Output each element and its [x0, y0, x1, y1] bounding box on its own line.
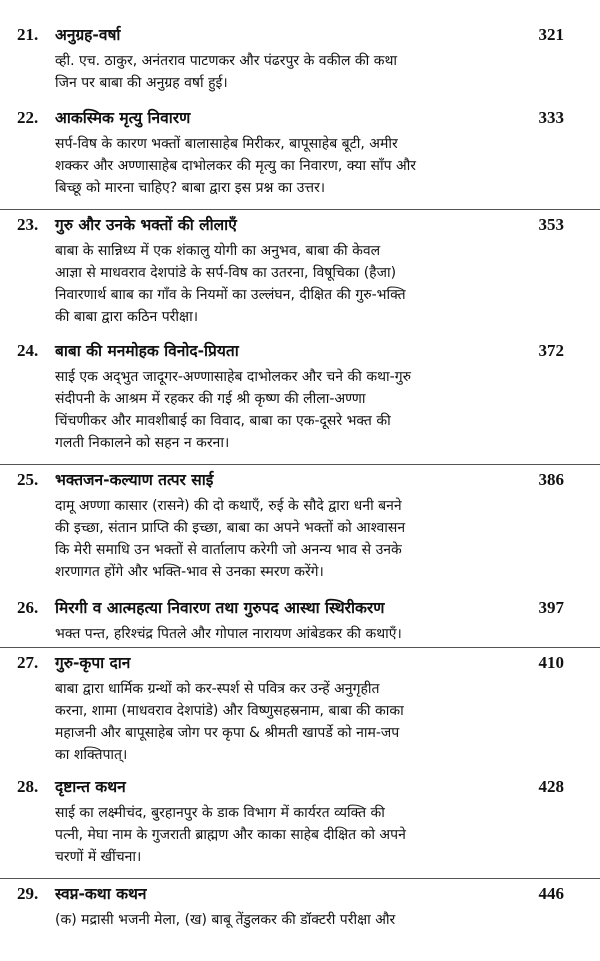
entry-page: 446: [538, 884, 564, 903]
toc-entry-27: [0, 647, 600, 772]
entry-number: 29.: [17, 884, 39, 903]
entry-title: मिरगी व आत्महत्या निवारण तथा गुरुपद आस्था स्थिरीकरण: [55, 599, 385, 617]
entry-description: भक्त पन्त, हरिश्चंद्र पितले और गोपाल नारायण आंबेडकर की कथाएँ।: [55, 626, 402, 642]
entry-page: 428: [538, 777, 564, 796]
entry-number: 21.: [17, 25, 39, 44]
entry-description: (क) मद्रासी भजनी मेला, (ख) बाबू तेंडुलकर की डॉक्टरी परीक्षा और: [55, 912, 396, 928]
entry-number: 24.: [17, 341, 39, 360]
toc-entry-29: [0, 878, 600, 939]
entry-description: साई का लक्ष्मीचंद, बुरहानपुर के डाक विभाग में कार्यरत व्यक्ति की पत्नी, मेघा नाम के गुजराती ब्राह्मण और काका साहेब दीक्षित को अपने चरणों में खींचना।: [55, 805, 406, 865]
entry-page: 410: [538, 653, 564, 672]
entry-title: भक्तजन-कल्याण तत्पर साई: [55, 471, 214, 489]
toc-entry-28: [0, 772, 600, 878]
toc-entry-21: [0, 20, 600, 103]
entry-title: स्वप्न-कथा कथन: [55, 885, 147, 903]
entry-number: 28.: [17, 777, 39, 796]
entry-description: बाबा के सान्निध्य में एक शंकालु योगी का अनुभव, बाबा की केवल आज्ञा से माधवराव देशपांडे के सर्प-विष का उतरना, विषूचिका (हैजा) निवारणार्थ बााब का गाँव के नियमों का उल्लंघन, दीक्षित की गुरु-भक्ति की बाबा द्वारा कठिन परीक्षा।: [55, 243, 406, 325]
toc-entry-25: [0, 464, 600, 593]
entry-title: गुरु-कृपा दान: [55, 654, 131, 672]
entry-page: 321: [538, 25, 564, 44]
entry-number: 27.: [17, 653, 39, 672]
entry-page: 333: [538, 108, 564, 127]
entry-page: 397: [538, 598, 564, 617]
toc-entry-24: [0, 336, 600, 464]
toc-entry-26: [0, 593, 600, 647]
toc-entry-23: [0, 209, 600, 336]
entry-title: बाबा की मनमोहक विनोद-प्रियता: [55, 342, 239, 360]
entry-title: गुरु और उनके भक्तों की लीलाएँ: [55, 216, 237, 234]
entry-description: व्ही. एच. ठाकुर, अनंतराव पाटणकर और पंढरपुर के वकील की कथा जिन पर बाबा की अनुग्रह वर्षा हुई।: [55, 53, 398, 91]
entry-number: 25.: [17, 470, 39, 489]
entry-title: आकस्मिक मृत्यु निवारण: [55, 109, 191, 127]
entry-description: दामू अण्णा कासार (रासने) की दो कथाएँ, रुई के सौदे द्वारा धनी बनने की इच्छा, संतान प्राप्ति की इच्छा, बाबा का अपने भक्तों को आश्वासन कि मेरी समाधि उन भक्तों से वार्तालाप करेगी जो अनन्य भाव से उनके शरणागत होंगे और भक्ति-भाव से उनका स्मरण करेंगे।: [55, 498, 406, 580]
entry-description: सर्प-विष के कारण भक्तों बालासाहेब मिरीकर, बापूसाहेब बूटी, अमीर शक्कर और अण्णासाहेब दाभोलकर की मृत्यु का निवारण, क्या साँप और बिच्छू को मारना चाहिए? बाबा द्वारा इस प्रश्न का उत्तर।: [55, 136, 417, 196]
entry-title: दृष्टान्त कथन: [55, 778, 126, 796]
entry-number: 26.: [17, 598, 39, 617]
entry-number: 22.: [17, 108, 39, 127]
entry-description: साई एक अद्‌भुत जादूगर-अण्णासाहेब दाभोलकर और चने की कथा-गुरु संदीपनी के आश्रम में रहकर की गई श्री कृष्ण की लीला-अण्णा चिंचणीकर और मावशीबाई का विवाद, बाबा का एक-दूसरे भक्त की गलती निकालने को सहन न करना।: [55, 369, 411, 451]
entry-page: 353: [538, 215, 564, 234]
entry-page: 372: [538, 341, 564, 360]
entry-page: 386: [538, 470, 564, 489]
toc-entry-22: [0, 103, 600, 209]
entry-number: 23.: [17, 215, 39, 234]
entry-description: बाबा द्वारा धार्मिक ग्रन्थों को कर-स्पर्श से पवित्र कर उन्हें अनुगृहीत करना, शामा (माधवराव देशपांडे) और विष्णुसहस्रनाम, बाबा की काका महाजनी और बापूसाहेब जोग पर कृपा & श्रीमती खापर्डे को नाम-जप का शक्तिपात्।: [55, 681, 404, 763]
entry-title: अनुग्रह-वर्षा: [55, 26, 121, 44]
